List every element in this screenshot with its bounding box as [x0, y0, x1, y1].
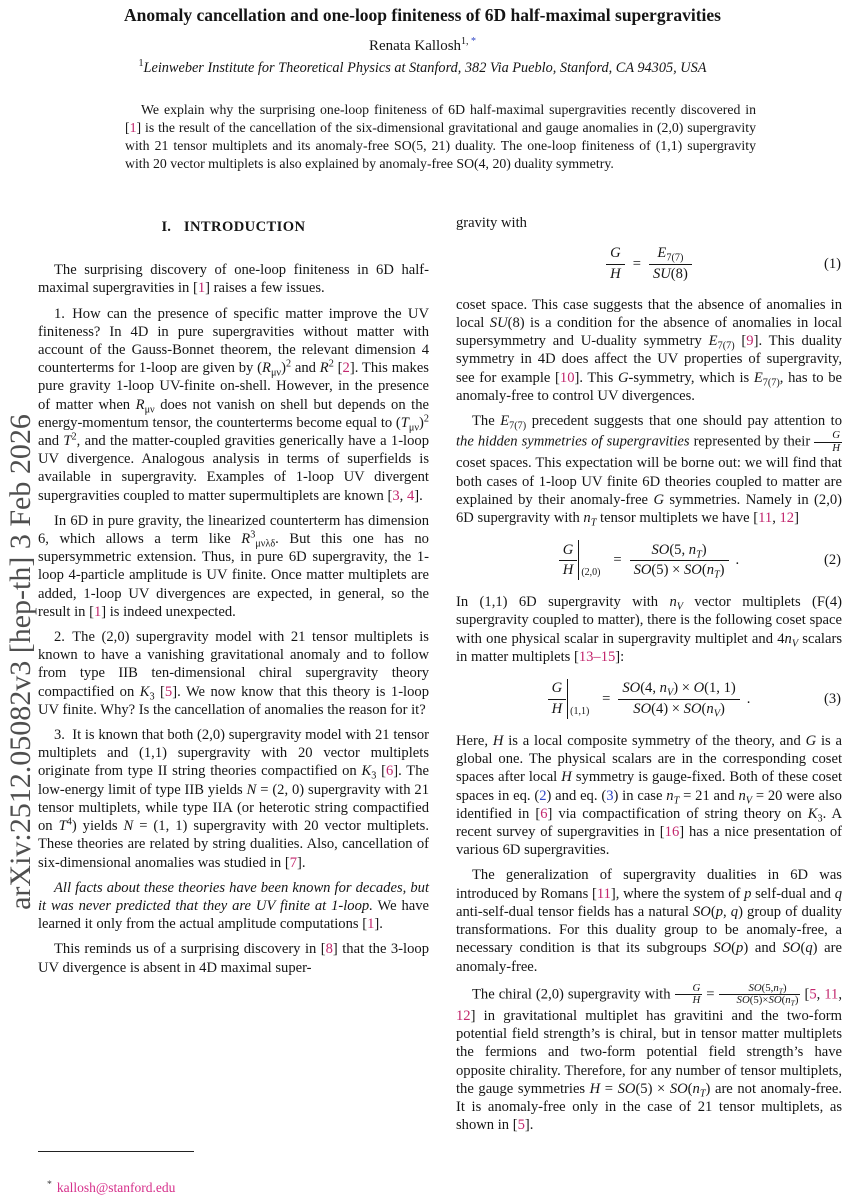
fraction-numerator: SO(4, $n_V) \times O(1$, 1): [618, 680, 739, 700]
fraction-denominator: [548, 700, 567, 718]
math-symbol: G: [562, 541, 574, 558]
email-link[interactable]: kallosh@stanford.edu: [56, 1179, 176, 1195]
abstract: We explain why the surprising one-loop finiteness of 6D half-maximal supergravities recently discovered in [1] is the result of the cancellation of the six-dimensional gravitational and gauge anomalies in (2,0) supergravity with 21 tensor multiplets and its anomaly-free SO(5, 21) duality. The one-loop finiteness of (1,1) supergravity with 20 vector multiplets is also explained by anomaly-free SO(4, 20) duality symmetry.: [125, 102, 756, 171]
affiliation: [0, 58, 845, 77]
math-symbol: H: [589, 1080, 601, 1097]
fraction-denominator: $SO(5) \times SO(n_T)$: [633, 562, 725, 581]
display-equation: [456, 679, 842, 719]
paragraph: 1. How can the presence of specific matter improve the UV finiteness? In 4D in pure supergravities without matter with account of the Gauss-Bonnet theorem, the relevant dimension 4 counterterms for 1-loop are given by $(R_{\mu\nu})^2$ and $R^2$ [2]. This makes pure gravity 1-loop UV-finite on-shell. However, in the presence of matter when $R_{\mu\nu}$ does not vanish on shell but depends on the energy-momentum tensor, the counterterms become equal to $(T_{\mu\nu})^2$ and $T^2$, and the matter-coupled gravities generically have a 1-loop UV divergence. Analogous analysis in terms of superfields is available in supergravity. Examples of 1-loop UV divergent supergravities coupled to matter supermultiplets are known [3, 4].: [38, 305, 429, 504]
equation-number: (3): [823, 690, 841, 707]
display-equation: [456, 245, 842, 283]
left-column-body: [38, 261, 429, 977]
paragraph: The $E_{7(7)}$ precedent suggests that one should pay attention to the hidden symmetries of supergravities represented by their $\frac{G}{H}$ coset spaces. This expectation will be borne out: we will find that both cases of 1-loop UV finite 6D theories coupled to matter are explained by their anomaly-free G symmetries. Namely in (2,0) 6D supergravity with $n_T$ tensor multiplets we have [11, 12]: [456, 412, 842, 529]
section-title: INTRODUCTION: [183, 219, 306, 235]
math-symbol: R: [135, 396, 145, 413]
subscript: 3: [371, 771, 377, 783]
fraction-numerator: [649, 245, 692, 265]
fraction: [548, 680, 567, 718]
fraction: [559, 542, 578, 580]
subscript: [792, 638, 798, 649]
math-symbol: SO: [683, 701, 702, 718]
citation-link[interactable]: 11: [824, 986, 839, 1003]
fraction-numerator: [606, 245, 625, 265]
affiliation-mark: 1: [138, 58, 144, 69]
math-symbol: SO: [633, 701, 652, 718]
footnote-rule: [38, 1151, 194, 1152]
citation-link[interactable]: 16: [664, 824, 680, 841]
math-symbol: G: [610, 245, 621, 262]
citation-link[interactable]: 7: [289, 854, 297, 871]
math-symbol: K: [807, 805, 818, 822]
citation-link[interactable]: 3: [392, 487, 400, 504]
fraction-numerator: [548, 680, 567, 700]
equation-ref-link[interactable]: 3: [606, 787, 614, 804]
math-symbol: SU: [489, 314, 508, 331]
math-symbol: T: [63, 433, 72, 450]
citation-link[interactable]: 4: [406, 487, 415, 504]
superscript: 2: [328, 358, 334, 370]
math-symbol: V: [666, 687, 674, 699]
fraction: [618, 680, 739, 718]
citation-link[interactable]: 5: [809, 986, 817, 1003]
superscript: 4: [66, 816, 72, 828]
paper-title: Anomaly cancellation and one-loop finiteness of 6D half-maximal supergravities: [124, 5, 721, 25]
citation-link[interactable]: 6: [385, 763, 394, 780]
math-symbol: q: [730, 903, 739, 920]
equation-number: (2): [823, 552, 841, 569]
subscript: 7(7): [509, 420, 527, 432]
math-symbol: H: [692, 994, 701, 1007]
equation-tail: .: [735, 552, 740, 569]
math-symbol: H: [492, 733, 504, 750]
author-affiliation-mark: 1,: [461, 36, 469, 47]
math-symbol: n: [583, 510, 591, 527]
right-column-body: [456, 214, 842, 1134]
math-symbol: p: [744, 885, 752, 902]
subscript: μν: [408, 422, 420, 434]
citation-link[interactable]: 1: [367, 916, 375, 933]
author-name: Renata Kallosh: [368, 38, 462, 54]
subscript: 3: [817, 813, 823, 825]
evaluation-bar: [578, 540, 605, 580]
citation-link[interactable]: 1: [93, 603, 102, 620]
math-symbol: V: [791, 638, 799, 650]
math-symbol: G: [653, 491, 664, 508]
subscript: μν: [144, 404, 155, 416]
subscript: 3: [149, 691, 155, 703]
math-symbol: H: [562, 562, 574, 579]
math-symbol: E: [657, 245, 667, 262]
math-symbol: SO: [748, 981, 762, 994]
equation-ref-link[interactable]: 2: [539, 787, 547, 804]
citation-link[interactable]: 1: [197, 280, 206, 297]
math-symbol: N: [246, 781, 257, 798]
affiliation-text: Leinweber Institute for Theoretical Physics at Stanford, 382 Via Pueblo, Stanford, CA 94305, USA: [143, 59, 707, 76]
paragraph: In (1,1) 6D supergravity with $n_V$ vector multiplets (F(4) supergravity coupled to matter), there is the following coset space with one physical scalar in supergravity multiplet and $4n_V$ scalars in matter multiplets [13–15]:: [456, 594, 843, 665]
fraction-numerator: SO(5, $n_T$): [630, 542, 729, 562]
math-symbol: G: [551, 680, 563, 697]
paragraph: gravity with: [456, 215, 527, 231]
math-symbol: n: [669, 594, 677, 611]
author-line: [0, 36, 845, 55]
subscript: [700, 1088, 706, 1099]
math-symbol: G: [692, 981, 701, 994]
emphasis-text: All facts about these theories have been known for decades, but it was never predicted that they are UV finite at 1-loop.: [38, 879, 429, 914]
paragraph: 2. The (2,0) supergravity model with 21 tensor multiplets is known to have a vanishing gravitational anomaly and to follow from type IIB ten-dimensional chiral supergravity theory compactified on $K_3$ [5]. We now know that this theory is 1-loop UV finite. Why? Is the cancellation of anomalies the reason for it?: [38, 629, 429, 718]
math-symbol: V: [745, 795, 752, 807]
math-symbol: SO: [617, 1080, 636, 1097]
footnote-area: [38, 1151, 429, 1196]
fraction-denominator: [814, 443, 842, 455]
paragraph: coset space. This case suggests that the absence of anomalies in local SU(8) is a condition for the absence of anomalies in local supersymmetry and U-duality symmetry $E_{7(7)}$ [9]. This duality symmetry in 4D does affect the UV properties of supergravity, see for example [10]. This G-symmetry, which is $E_{7(7)}$, has to be anomaly-free to control UV divergences.: [456, 296, 842, 404]
math-symbol: SO: [713, 940, 732, 957]
citation-link[interactable]: 10: [559, 369, 575, 386]
citation-link[interactable]: 11: [596, 885, 611, 902]
inline-fraction: [675, 983, 703, 1007]
math-symbol: n: [692, 1080, 700, 1097]
paragraph: In 6D in pure gravity, the linearized counterterm has dimension 6, which allows a term like $R^3_{\mu\nu\lambda\delta}$. But this one has no supersymmetric extension. Thus, in pure 6D supergravity, the 1-loop 4-particle amplitude is UV finite. Once matter multiplets are added, 1-loop UV divergences are expected, in general, so the result in [1] is indeed unexpected.: [38, 512, 429, 620]
subscript: 7(7): [717, 340, 735, 352]
math-symbol: n: [688, 541, 697, 558]
citation-link[interactable]: 13–15: [578, 648, 616, 665]
math-symbol: n: [785, 994, 791, 1007]
math-symbol: n: [666, 787, 674, 804]
math-symbol: H: [561, 769, 572, 786]
math-symbol: SO: [651, 541, 670, 558]
subscript: [674, 795, 680, 806]
subscript: 7(7): [762, 377, 780, 389]
superscript: 2: [285, 358, 292, 370]
math-symbol: n: [784, 630, 792, 647]
math-symbol: O: [693, 680, 705, 697]
fraction-denominator: $SO(4) \times SO(n_V)$: [633, 701, 725, 720]
math-symbol: E: [500, 412, 510, 429]
citation-link[interactable]: 2: [342, 360, 350, 377]
paragraph: The surprising discovery of one-loop finiteness in 6D half-maximal supergravities in [1] raises a few issues.: [38, 262, 429, 297]
subscript: μν: [270, 367, 282, 379]
math-symbol: R: [241, 531, 251, 548]
math-symbol: H: [551, 701, 563, 718]
math-symbol: N: [123, 818, 134, 835]
subscript: [714, 709, 720, 720]
math-symbol: T: [400, 414, 409, 431]
math-symbol: H: [610, 265, 621, 282]
citation-link[interactable]: 1: [129, 120, 137, 135]
section-heading: [38, 218, 429, 236]
math-symbol: T: [58, 818, 67, 835]
paragraph: Here, H is a local composite symmetry of the theory, and G is a global one. The physical scalars are in the corresponding coset spaces after local H symmetry is gauge-fixed. Both of these coset spaces in eq. (2) and eq. (3) in case $n_T = 21$ and $n_V = 20$ were also identified in [6] via compactification of string theory on $K_3$. A recent survey of supergravities in [16] has a nice presentation of various 6D supergravities.: [456, 733, 843, 859]
paragraph: This reminds us of a surprising discovery in [8] that the 3-loop UV divergence is absent in 4D maximal super-: [38, 941, 429, 976]
display-equation: [456, 540, 842, 580]
math-symbol: T: [713, 569, 720, 581]
math-symbol: T: [673, 795, 680, 807]
paragraph: All facts about these theories have been known for decades, but it was never predicted that they are UV finite at 1-loop. We have learned it only from the actual amplitude computations [1].: [38, 879, 429, 933]
superscript: 2: [423, 413, 429, 425]
math-symbol: K: [139, 683, 150, 700]
math-symbol: V: [676, 601, 684, 613]
math-symbol: SO: [683, 562, 702, 579]
math-symbol: SU: [652, 265, 671, 282]
author-footnote-star[interactable]: *: [471, 36, 477, 47]
subscript: [714, 570, 720, 581]
citation-link[interactable]: 12: [779, 510, 795, 527]
equals-sign: =: [602, 690, 611, 707]
subscript: μνλδ: [255, 538, 276, 550]
evaluation-bar: [567, 679, 594, 719]
subscript: [667, 688, 673, 699]
math-symbol: SO: [622, 680, 641, 697]
subscript: [791, 999, 795, 1008]
equals-sign: =: [632, 255, 641, 272]
math-symbol: SO: [736, 994, 750, 1007]
subscript: 7(7): [666, 252, 684, 264]
math-symbol: SO: [693, 903, 711, 920]
math-symbol: n: [659, 680, 667, 697]
fraction-denominator: $SO(5)\times SO(n_T)$: [736, 994, 799, 1008]
citation-link[interactable]: 6: [540, 805, 548, 822]
math-symbol: T: [590, 517, 597, 529]
left-column: [38, 214, 429, 984]
inline-fraction: [814, 430, 842, 454]
email-link-wrap: [57, 1180, 176, 1195]
math-symbol: G: [618, 369, 629, 386]
footnote-marker: *: [47, 1179, 52, 1190]
subscript: [591, 518, 597, 529]
math-symbol: G: [832, 429, 840, 442]
fraction-denominator: SU(8): [652, 265, 688, 282]
math-symbol: SO: [782, 940, 801, 957]
subscript: [696, 549, 702, 560]
footnote-text: [38, 1179, 429, 1196]
citation-link[interactable]: 9: [746, 333, 754, 350]
math-symbol: q: [805, 940, 813, 957]
math-symbol: n: [738, 787, 746, 804]
math-symbol: H: [832, 441, 840, 454]
superscript: 2: [71, 431, 77, 443]
section-number: I.: [161, 219, 171, 235]
fraction-denominator: [675, 995, 703, 1007]
evaluation-bar-subscript: (1,1): [570, 705, 590, 717]
superscript: 3: [250, 529, 256, 541]
citation-link[interactable]: 12: [456, 1008, 471, 1025]
inline-fraction: [719, 983, 801, 1007]
math-symbol: E: [753, 369, 763, 386]
fraction-numerator: $SO(5,n_T)$: [719, 983, 801, 996]
equation-number: (1): [823, 255, 841, 272]
fraction-denominator: [606, 265, 625, 283]
math-symbol: p: [736, 940, 744, 957]
math-symbol: T: [699, 1088, 706, 1100]
math-symbol: n: [706, 562, 714, 579]
subscript: [746, 795, 752, 806]
math-symbol: G: [805, 733, 817, 750]
fraction-numerator: [559, 542, 578, 562]
math-symbol: SO: [768, 994, 782, 1007]
citation-link[interactable]: 5: [164, 683, 173, 700]
citation-link[interactable]: 5: [517, 1117, 525, 1134]
math-symbol: K: [361, 763, 372, 780]
math-symbol: T: [778, 986, 783, 996]
math-symbol: T: [696, 549, 702, 561]
right-column: [456, 214, 842, 1141]
emphasis-text: the hidden symmetries of supergravities: [456, 433, 690, 450]
fraction: [630, 542, 729, 580]
equals-sign: =: [613, 552, 622, 569]
math-symbol: SO: [669, 1080, 688, 1097]
paragraph: The chiral (2,0) supergravity with $\frac{G}{H}$ = $\frac{SO(5,n_T)}{SO(5)\times SO(n_T)}$ [5, 11, 12] in gravitational multiplet has gravitini and the two-form potential field strength’s is chiral, but in tensor matter multiplets the fermions and two-form potential field strength’s have opposite chirality. Therefore, for any number of tensor multiplets, the gauge symmetries $H = SO(5) \times SO(n_T)$ are not anomaly-free. It is anomaly-free only in the case of 21 tensor multiplets, as shown in [5].: [456, 981, 842, 1134]
paragraph: 3. It is known that both (2,0) supergravity model with 21 tensor multiplets and (1,1) supergravity with 20 vector multiplets originate from type II string theories compactified on $K_3$ [6]. The low-energy limit of type IIB yields N = (2, 0) supergravity with 21 tensor multiplets, while type IIA (or heterotic string compactified on $T^4$) yields N = (1, 1) supergravity with 20 vector multiplets. These theories are related by string dualities. Also, cancellation of six-dimensional anomalies was studied in [7].: [38, 727, 430, 871]
paragraph: The generalization of supergravity dualities in 6D was introduced by Romans [11], where the system of p self-dual and q anti-self-dual tensor fields has a natural SO(p, q) group of duality transformations. For this duality group to be anomaly-free, a necessary condition is that its subgroups SO(p) and SO(q) are anomaly-free.: [456, 867, 843, 975]
fraction-denominator: [559, 561, 578, 579]
arxiv-watermark: arXiv:2512.05082v3 [hep-th] 3 Feb 2026: [4, 414, 37, 910]
math-symbol: n: [706, 701, 714, 718]
math-symbol: R: [262, 360, 271, 377]
math-symbol: R: [319, 360, 329, 377]
equation-tail: .: [746, 690, 751, 707]
math-symbol: V: [713, 708, 720, 720]
citation-link[interactable]: 11: [758, 510, 773, 527]
subscript: [677, 602, 683, 613]
math-symbol: SO: [633, 562, 652, 579]
citation-link[interactable]: 8: [325, 941, 333, 958]
math-symbol: p: [715, 903, 724, 920]
fraction: [606, 245, 625, 283]
math-symbol: E: [708, 333, 718, 350]
math-symbol: T: [790, 999, 795, 1008]
math-symbol: n: [773, 981, 779, 994]
fraction: [649, 245, 692, 283]
evaluation-bar-subscript: (2,0): [581, 567, 601, 579]
math-symbol: q: [834, 885, 842, 902]
